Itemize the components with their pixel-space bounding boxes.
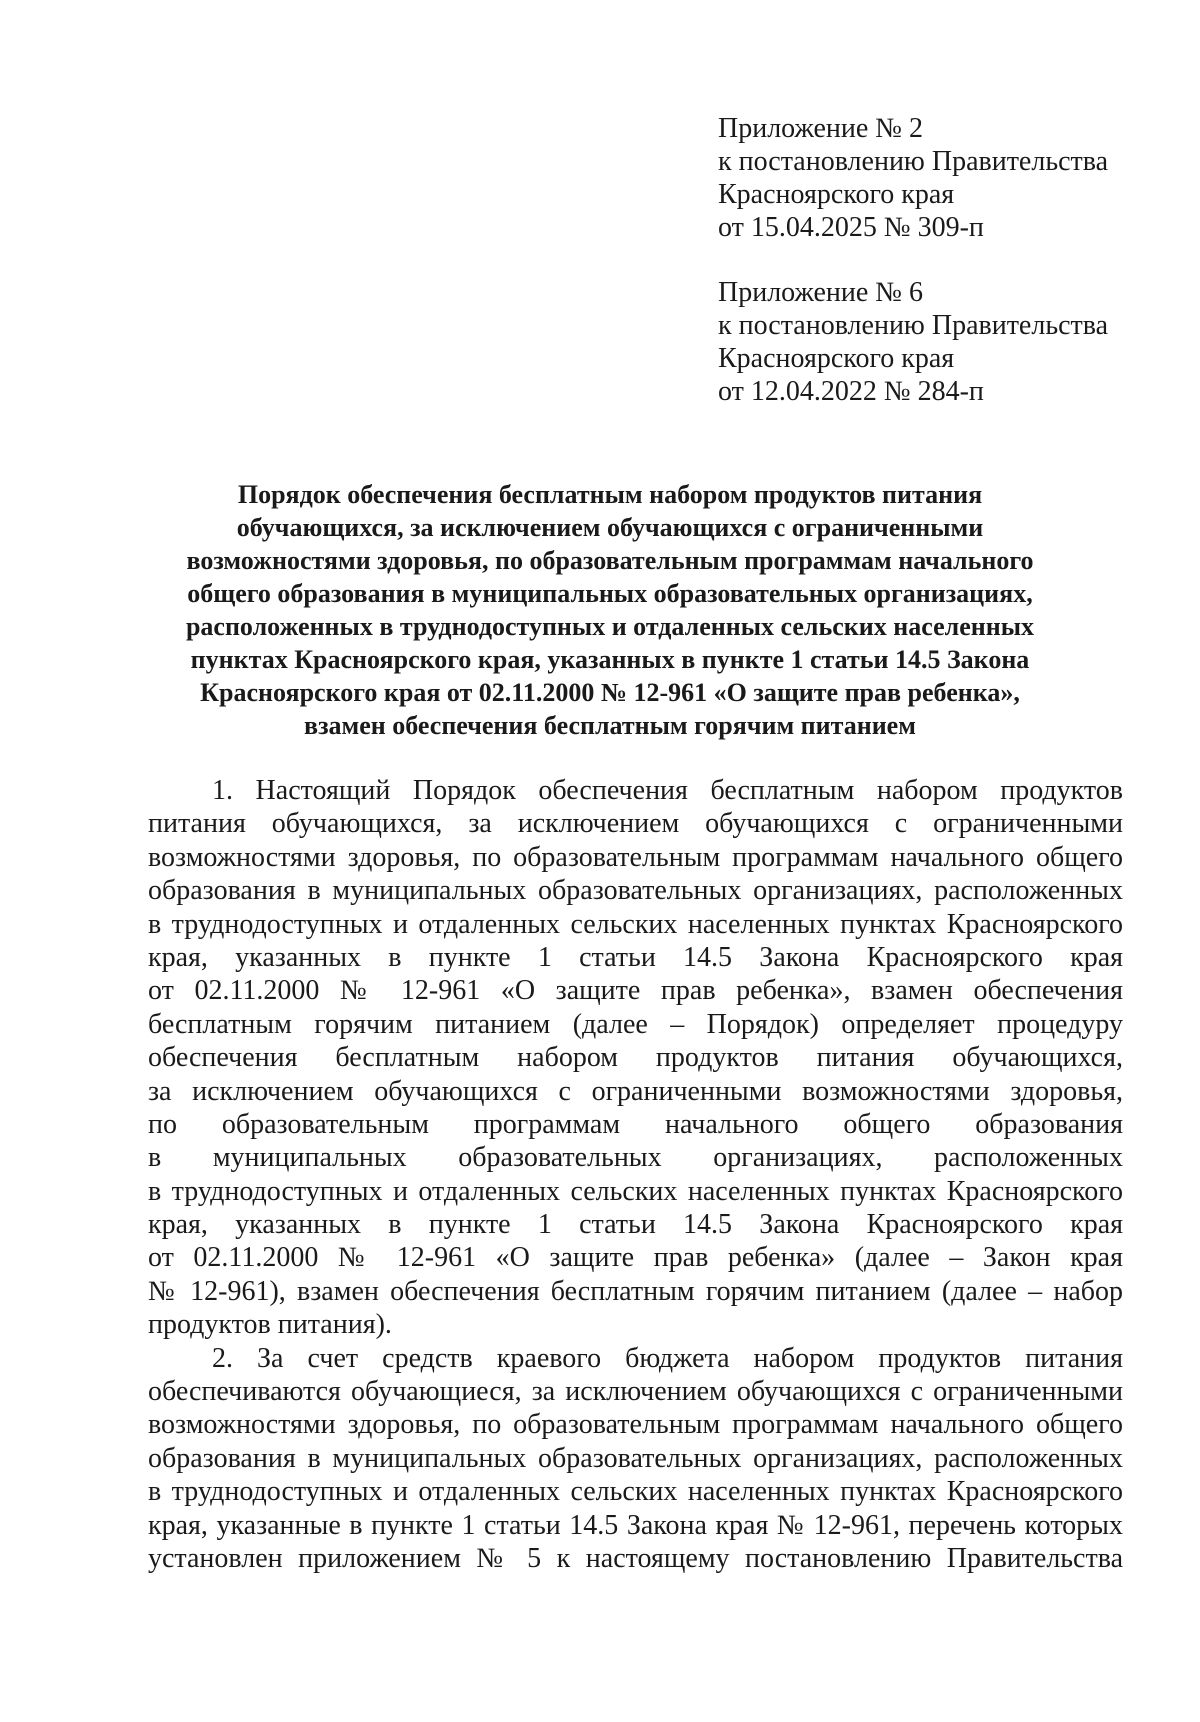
title-line: Порядок обеспечения бесплатным набором продуктов питания <box>237 480 983 509</box>
paragraph-line: образования в муниципальных образовательных организациях, расположенных <box>148 875 1123 907</box>
title-line: взамен обеспечения бесплатным горячим питанием <box>304 711 916 740</box>
paragraph-2 <box>148 1342 1123 1576</box>
paragraph-line: бесплатным горячим питанием (далее – Порядок) определяет процедуру <box>148 1008 1123 1040</box>
appendix-line: Приложение № 2 <box>718 113 923 144</box>
title-line: общего образования в муниципальных образовательных организациях, <box>187 579 1033 608</box>
document-title <box>140 478 1080 742</box>
appendix-line: от 15.04.2025 № 309-п <box>718 212 984 243</box>
paragraph-line: в труднодоступных и отдаленных сельских населенных пунктах Красноярского <box>148 908 1123 940</box>
paragraph-1 <box>148 774 1123 1342</box>
paragraph-line: образования в муниципальных образовательных организациях, расположенных <box>148 1442 1123 1474</box>
title-line: пунктах Красноярского края, указанных в пункте 1 статьи 14.5 Закона <box>190 645 1030 674</box>
paragraph-line: в труднодоступных и отдаленных сельских населенных пунктах Красноярского <box>148 1175 1123 1207</box>
title-line: возможностями здоровья, по образовательным программам начального <box>186 546 1034 575</box>
paragraph-line: в муниципальных образовательных организациях, расположенных <box>148 1142 1123 1174</box>
paragraph-line: обеспечения бесплатным набором продуктов питания обучающихся, <box>148 1042 1123 1074</box>
appendix-line: от 12.04.2022 № 284-п <box>718 376 984 407</box>
paragraph-line: питания обучающихся, за исключением обучающихся с ограниченными <box>148 808 1123 840</box>
paragraph-line: края, указанные в пункте 1 статьи 14.5 Закона края № 12-961, перечень которых <box>148 1509 1123 1541</box>
paragraph-line: края, указанных в пункте 1 статьи 14.5 Закона Красноярского края <box>148 941 1123 973</box>
title-line: расположенных в труднодоступных и отдаленных сельских населенных <box>185 612 1035 641</box>
title-line: обучающихся, за исключением обучающихся с ограниченными <box>236 513 984 542</box>
appendix-line: к постановлению Правительства <box>718 146 1109 177</box>
paragraph-line: от 02.11.2000 № 12-961 «О защите прав ребенка», взамен обеспечения <box>148 975 1123 1007</box>
paragraph-line: возможностями здоровья, по образовательным программам начального общего <box>148 1409 1123 1441</box>
paragraph-line: за исключением обучающихся с ограниченными возможностями здоровья, <box>148 1075 1123 1107</box>
paragraph-line: установлен приложением № 5 к настоящему постановлению Правительства <box>148 1542 1123 1574</box>
paragraph-line: продуктов питания). <box>148 1309 392 1341</box>
appendix-note-6 <box>718 276 1158 408</box>
paragraph-line: края, указанных в пункте 1 статьи 14.5 Закона Красноярского края <box>148 1209 1123 1241</box>
paragraph-line: № 12-961), взамен обеспечения бесплатным горячим питанием (далее – набор <box>148 1275 1123 1307</box>
paragraph-line: возможностями здоровья, по образовательным программам начального общего <box>148 841 1123 873</box>
document-body <box>148 774 1123 1575</box>
title-line: Красноярского края от 02.11.2000 № 12-961 «О защите прав ребенка», <box>200 678 1020 707</box>
paragraph-line: 1. Настоящий Порядок обеспечения бесплатным набором продуктов <box>212 775 1123 806</box>
appendix-line: Красноярского края <box>718 343 955 374</box>
appendix-note-2 <box>718 112 1158 244</box>
paragraph-line: обеспечиваются обучающиеся, за исключением обучающихся с ограниченными <box>148 1376 1123 1408</box>
paragraph-line: от 02.11.2000 № 12-961 «О защите прав ребенка» (далее – Закон края <box>148 1242 1123 1274</box>
appendix-line: Красноярского края <box>718 179 955 210</box>
paragraph-line: 2. За счет средств краевого бюджета набором продуктов питания <box>212 1342 1123 1374</box>
paragraph-line: по образовательным программам начального общего образования <box>148 1108 1123 1140</box>
appendix-line: Приложение № 6 <box>718 277 923 308</box>
appendix-line: к постановлению Правительства <box>718 310 1109 341</box>
paragraph-line: в труднодоступных и отдаленных сельских населенных пунктах Красноярского <box>148 1476 1123 1508</box>
